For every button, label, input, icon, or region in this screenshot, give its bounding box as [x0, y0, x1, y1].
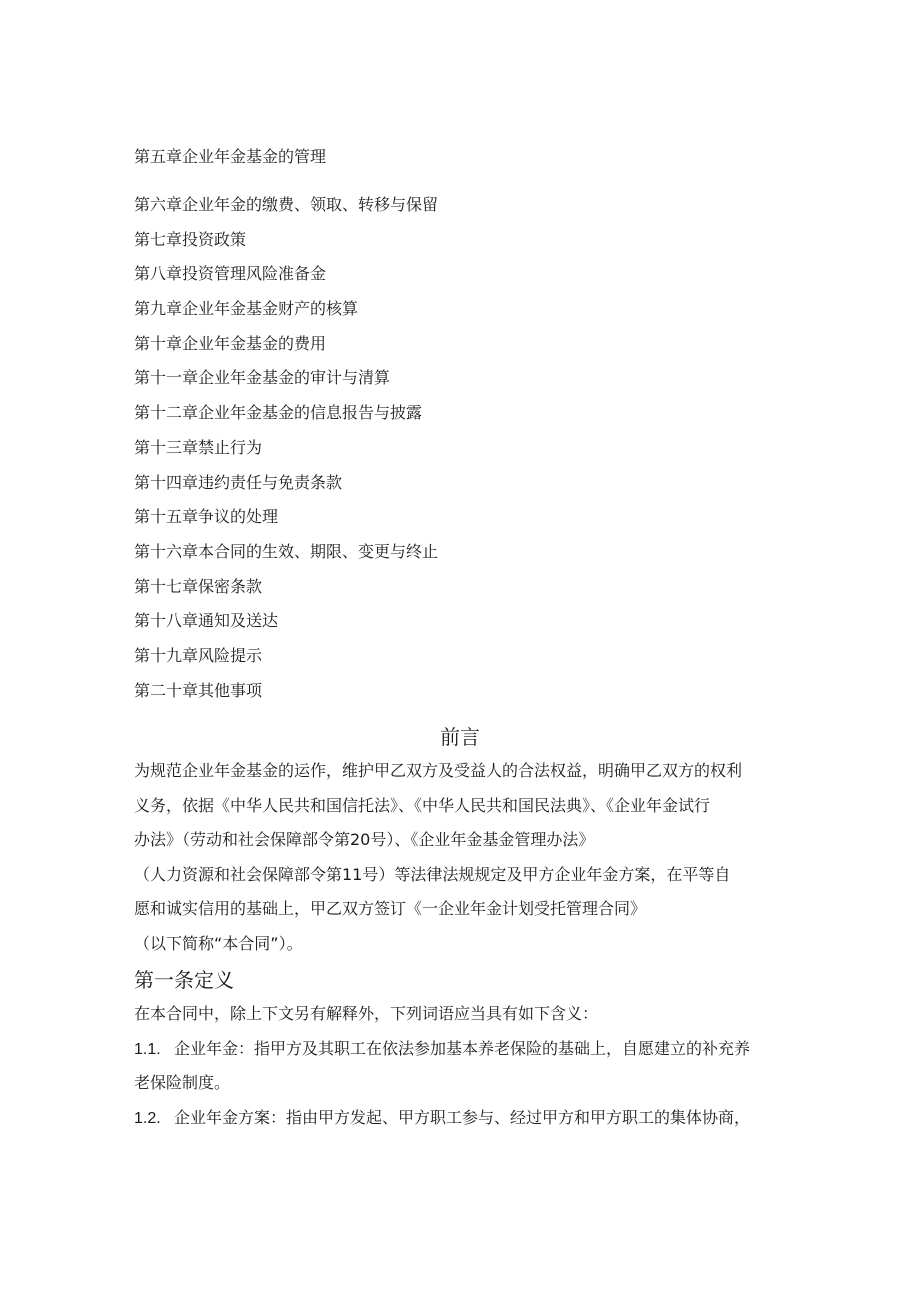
definition-item: [134, 1107, 794, 1129]
toc-item: 第七章投资政策: [134, 229, 247, 249]
paragraph-line: 为规范企业年金基金的运作，维护甲乙双方及受益人的合法权益，明确甲乙双方的权利: [134, 761, 743, 780]
table-of-contents: [134, 146, 834, 714]
preface-heading: 前言: [440, 725, 480, 749]
article-intro: 在本合同中，除上下文另有解释外，下列词语应当具有如下含义：: [134, 1004, 599, 1023]
toc-item: 第十二章企业年金基金的信息报告与披露: [134, 403, 423, 423]
definition-item-continued: [134, 1072, 794, 1094]
toc-item: 第十八章通知及送达: [134, 611, 279, 631]
preface-paragraph: [134, 760, 794, 968]
toc-item: 第五章企业年金基金的管理: [134, 147, 327, 166]
clause-number: 1.1.: [134, 1040, 161, 1058]
toc-item: 第十一章企业年金基金的审计与清算: [134, 368, 391, 388]
toc-item: 第二十章其他事项: [134, 680, 263, 700]
article-heading: 第一条定义: [134, 968, 234, 992]
toc-item: 第十三章禁止行为: [134, 437, 263, 457]
clause-text: 老保险制度。: [134, 1073, 231, 1093]
paragraph-line: （以下简称“本合同”）。: [134, 933, 303, 953]
paragraph-line: 愿和诚实信用的基础上，甲乙双方签订《一企业年金计划受托管理合同》: [134, 899, 647, 919]
paragraph-line: 办法》（劳动和社会保障部令第20号）、《企业年金基金管理办法》: [134, 830, 595, 850]
paragraph-line: （人力资源和社会保障部令第11号）等法律法规规定及甲方企业年金方案，在平等自: [134, 864, 731, 884]
article-body: [134, 1003, 794, 1141]
definition-item: [134, 1038, 794, 1060]
toc-item: 第九章企业年金基金财产的核算: [134, 299, 359, 319]
toc-item: 第六章企业年金的缴费、领取、转移与保留: [134, 195, 439, 214]
paragraph-line: 义务，依据《中华人民共和国信托法》、《中华人民共和国民法典》、《企业年金试行: [134, 795, 711, 815]
toc-item: 第十四章违约责任与免责条款: [134, 472, 343, 492]
toc-item: 第十九章风险提示: [134, 645, 263, 665]
toc-item: 第十六章本合同的生效、期限、变更与终止: [134, 541, 439, 561]
clause-text: 企业年金方案：指由甲方发起、甲方职工参与、经过甲方和甲方职工的集体协商，: [174, 1107, 751, 1127]
toc-item: 第十章企业年金基金的费用: [134, 333, 327, 353]
toc-item: 第八章投资管理风险准备金: [134, 264, 327, 284]
toc-item: 第十七章保密条款: [134, 576, 263, 596]
toc-item: 第十五章争议的处理: [134, 507, 279, 527]
clause-number: 1.2.: [134, 1109, 161, 1127]
clause-text: 企业年金：指甲方及其职工在依法参加基本养老保险的基础上，自愿建立的补充养: [174, 1038, 751, 1058]
